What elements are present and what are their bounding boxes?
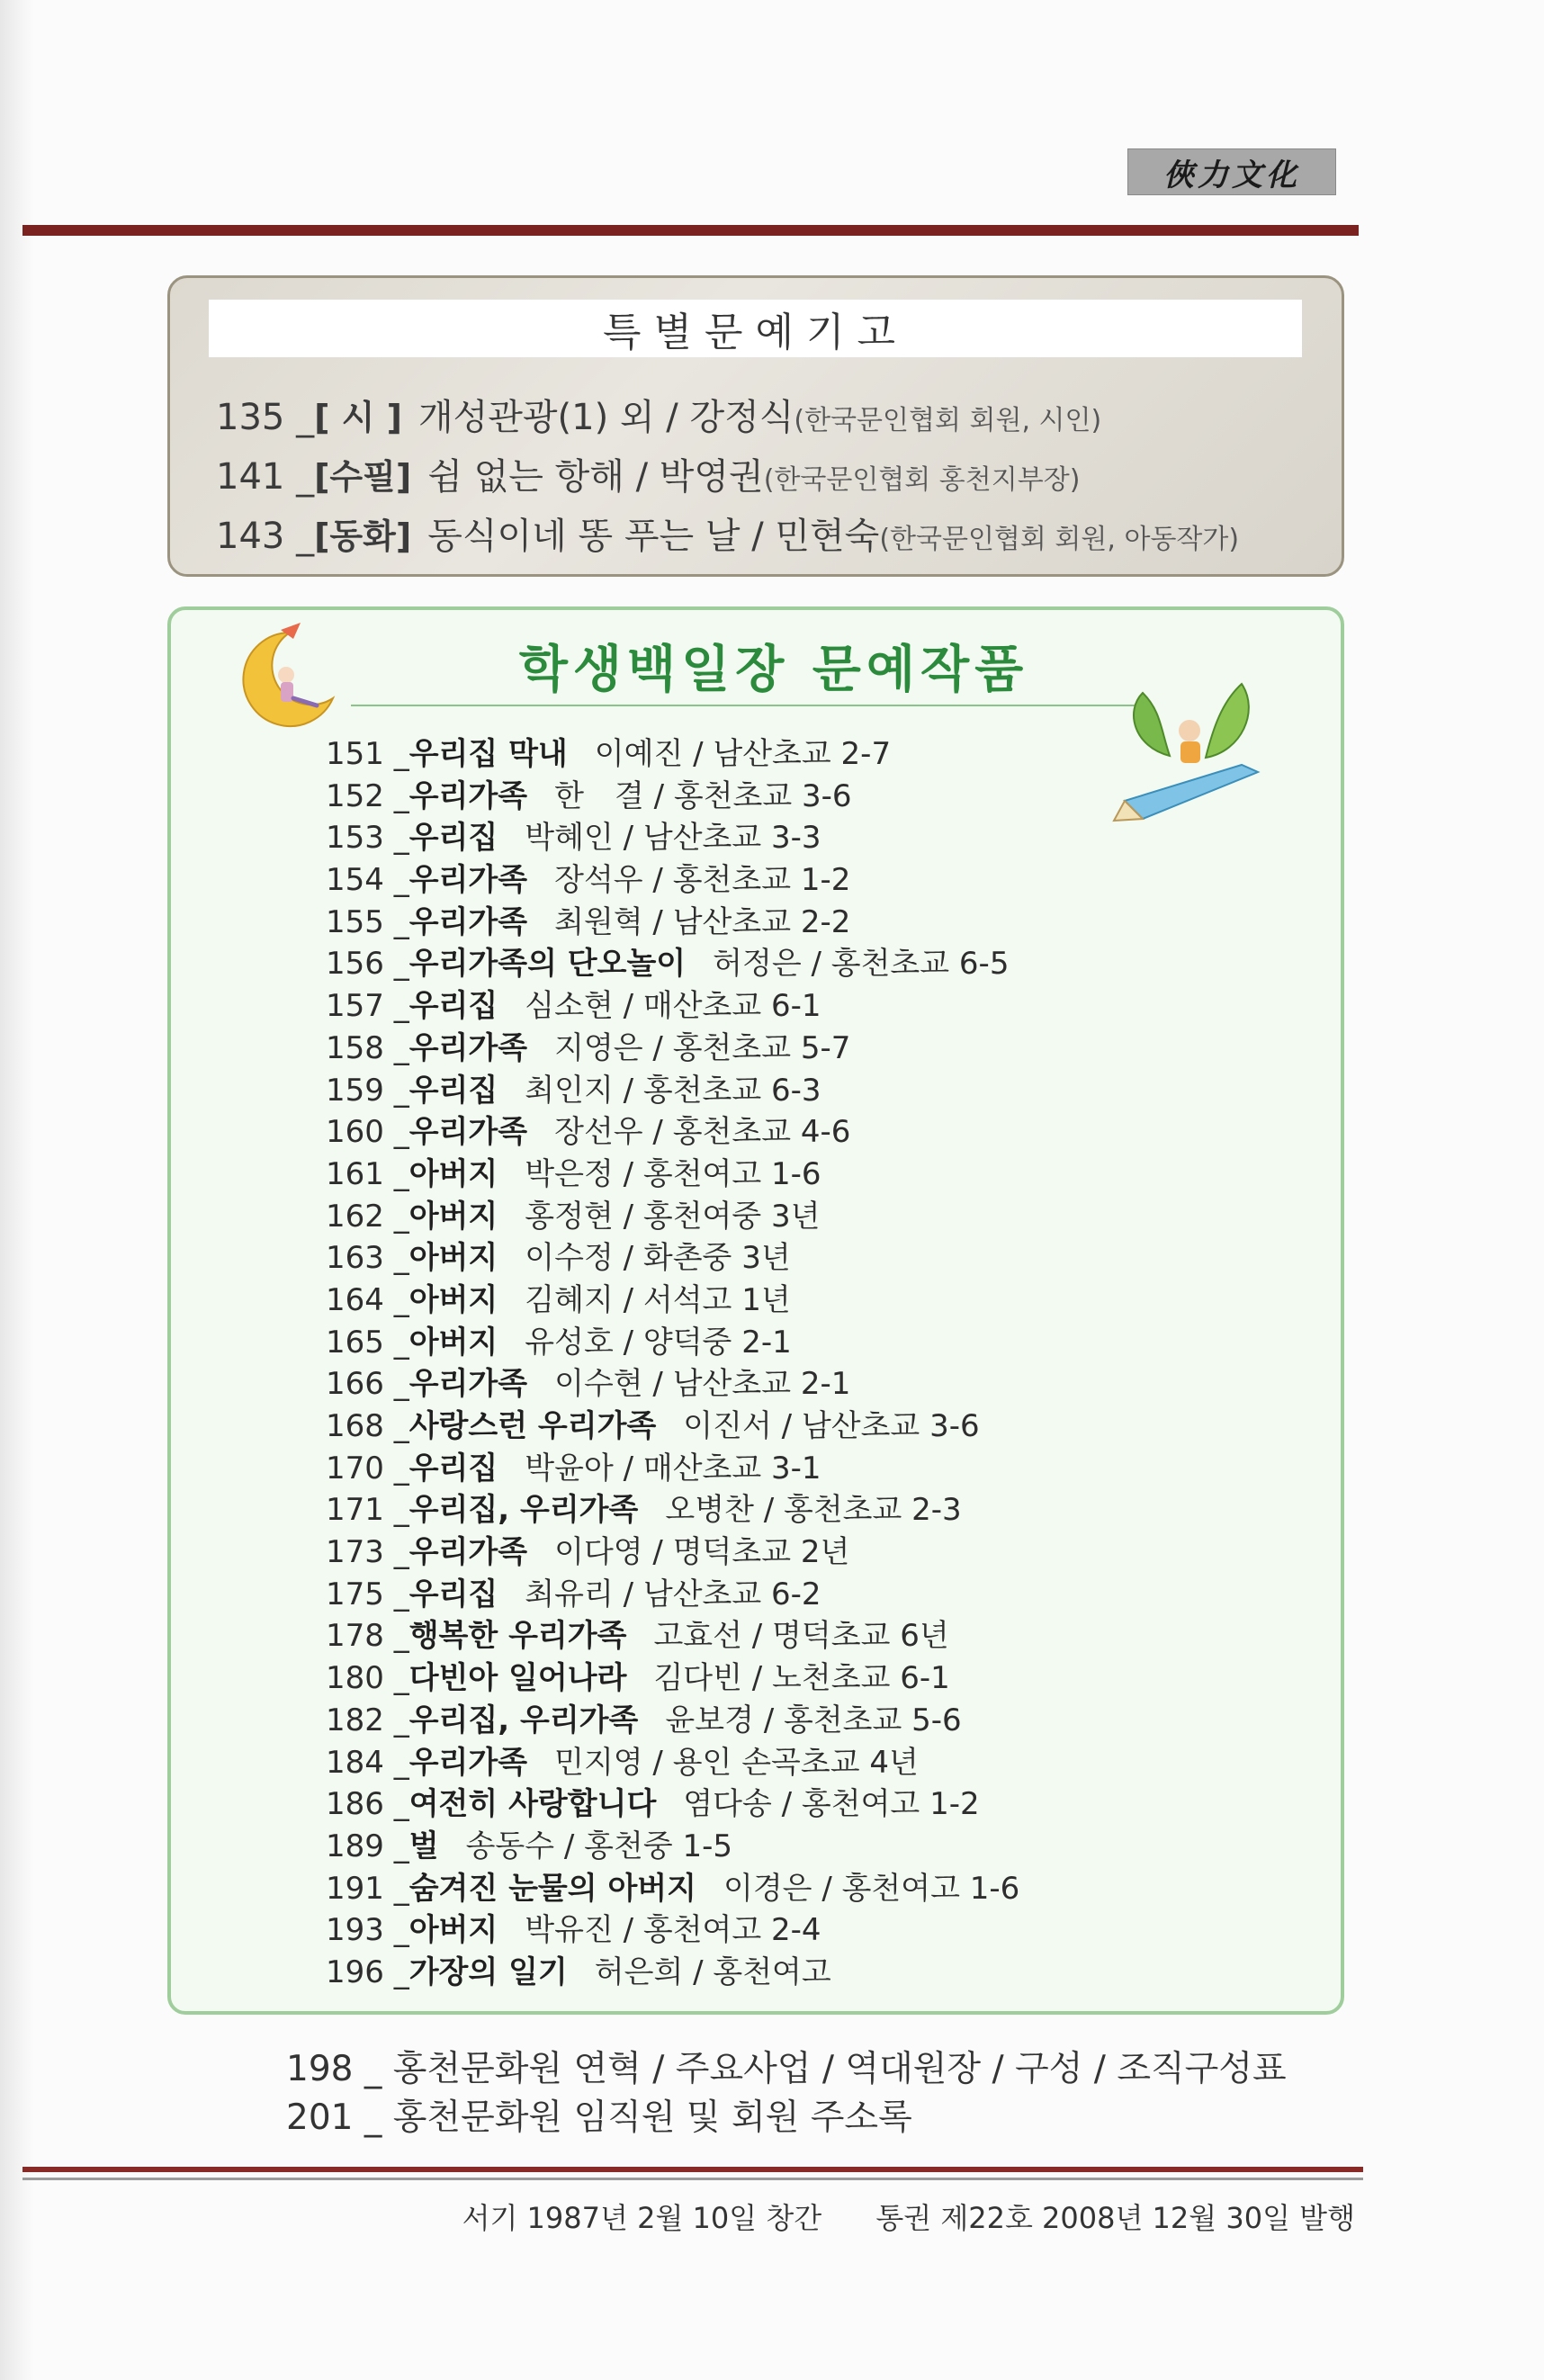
item-page: 161 _ xyxy=(326,1155,409,1192)
item-author: 이진서 / 남산초교 3-6 xyxy=(683,1408,980,1444)
special-item-title: 쉼 없는 항해 / 박영권 xyxy=(427,456,764,498)
item-author: 지영은 / 홍천초교 5-7 xyxy=(554,1029,851,1066)
item-page: 162 _ xyxy=(326,1198,409,1235)
list-item xyxy=(326,1275,1225,1317)
item-title: 아버지 xyxy=(408,1281,498,1318)
top-divider xyxy=(22,225,1359,236)
item-author: 허은희 / 홍천여고 xyxy=(594,1953,831,1990)
item-page: 165 _ xyxy=(326,1324,409,1361)
item-page: 171 _ xyxy=(326,1492,409,1529)
item-title: 우리집 막내 xyxy=(408,736,568,772)
special-item xyxy=(216,507,1239,560)
item-page: 166 _ xyxy=(326,1366,409,1403)
item-author: 한 결 / 홍천초교 3-6 xyxy=(554,777,852,814)
item-author: 이수정 / 화촌중 3년 xyxy=(525,1240,791,1277)
item-page: 156 _ xyxy=(326,946,409,983)
item-page: 155 _ xyxy=(326,903,409,940)
list-item xyxy=(326,1443,1225,1486)
item-page: 189 _ xyxy=(326,1828,409,1864)
founding-date: 서기 1987년 2월 10일 창간 xyxy=(462,2201,822,2235)
item-title: 우리가족의 단오놀이 xyxy=(408,946,687,983)
list-item xyxy=(326,1611,1225,1653)
item-author: 이다영 / 명덕초교 2년 xyxy=(554,1534,850,1571)
item-title: 벌 xyxy=(408,1828,439,1864)
item-title: 우리집 xyxy=(408,1576,498,1612)
student-section-title: 학생백일장 문예작품 xyxy=(518,641,1029,699)
item-page: 180 _ xyxy=(326,1660,409,1697)
page-spine xyxy=(0,0,34,2380)
list-item xyxy=(326,939,1225,981)
post-toc-item: 201 _ 홍천문화원 임직원 및 회원 주소록 xyxy=(286,2097,912,2138)
item-author: 김혜지 / 서석고 1년 xyxy=(525,1281,791,1318)
list-item xyxy=(326,897,1225,939)
item-title: 가장의 일기 xyxy=(408,1953,568,1990)
special-item-genre: [동화] xyxy=(314,516,412,556)
item-page: 196 _ xyxy=(326,1953,409,1990)
special-item-title: 개성관광(1) 외 / 강정식 xyxy=(417,397,794,438)
special-item-page: 135 _ xyxy=(216,397,315,438)
item-page: 158 _ xyxy=(326,1029,409,1066)
item-page: 163 _ xyxy=(326,1240,409,1277)
list-item xyxy=(326,1695,1225,1738)
list-item xyxy=(326,1065,1225,1108)
list-item xyxy=(326,1779,1225,1821)
item-author: 김다빈 / 노천초교 6-1 xyxy=(653,1660,950,1697)
item-title: 행복한 우리가족 xyxy=(408,1618,627,1655)
item-author: 허정은 / 홍천초교 6-5 xyxy=(713,946,1010,983)
item-title: 우리가족 xyxy=(408,862,528,899)
colophon xyxy=(462,2196,1355,2237)
item-page: 160 _ xyxy=(326,1114,409,1151)
item-title: 아버지 xyxy=(408,1240,498,1277)
special-item-genre: [ 시 ] xyxy=(314,398,402,437)
special-item xyxy=(216,389,1101,441)
item-page: 164 _ xyxy=(326,1281,409,1318)
list-item xyxy=(326,813,1225,855)
item-author: 유성호 / 양덕중 2-1 xyxy=(525,1324,792,1361)
list-item xyxy=(326,1821,1225,1864)
list-item xyxy=(326,1738,1225,1780)
item-author: 최인지 / 홍천초교 6-3 xyxy=(525,1072,821,1109)
list-item xyxy=(326,1149,1225,1191)
item-page: 184 _ xyxy=(326,1744,409,1781)
item-page: 168 _ xyxy=(326,1408,409,1444)
item-title: 우리집 xyxy=(408,988,498,1025)
item-page: 182 _ xyxy=(326,1702,409,1738)
item-author: 민지영 / 용인 손곡초교 4년 xyxy=(554,1744,919,1781)
item-author: 고효선 / 명덕초교 6년 xyxy=(653,1618,949,1655)
special-item-page: 143 _ xyxy=(216,516,315,557)
item-author: 송동수 / 홍천중 1-5 xyxy=(465,1828,733,1864)
list-item xyxy=(326,1947,1225,1989)
item-page: 173 _ xyxy=(326,1534,409,1571)
item-page: 151 _ xyxy=(326,736,409,772)
list-item xyxy=(326,1485,1225,1527)
bottom-divider xyxy=(22,2167,1363,2172)
issue-info: 통권 제22호 2008년 12월 30일 발행 xyxy=(875,2201,1355,2235)
logo-text: 俠力文化 xyxy=(1163,157,1300,193)
item-title: 우리집 xyxy=(408,1072,498,1109)
item-title: 우리가족 xyxy=(408,1029,528,1066)
item-page: 175 _ xyxy=(326,1576,409,1612)
item-page: 153 _ xyxy=(326,820,409,857)
list-item xyxy=(326,1317,1225,1360)
item-author: 심소현 / 매산초교 6-1 xyxy=(525,988,821,1025)
special-item-affiliation: (한국문인협회 홍천지부장) xyxy=(763,464,1081,496)
bottom-divider-thin xyxy=(22,2178,1363,2180)
item-title: 우리집 xyxy=(408,1450,498,1486)
item-title: 아버지 xyxy=(408,1912,498,1949)
item-page: 186 _ xyxy=(326,1786,409,1823)
list-item xyxy=(326,1023,1225,1065)
special-section-title: 특별문예기고 xyxy=(209,300,1302,357)
list-item xyxy=(326,1191,1225,1234)
item-title: 사랑스런 우리가족 xyxy=(408,1408,657,1444)
item-title: 아버지 xyxy=(408,1324,498,1361)
list-item xyxy=(326,855,1225,897)
item-title: 다빈아 일어나라 xyxy=(408,1660,627,1697)
item-author: 최유리 / 남산초교 6-2 xyxy=(525,1576,821,1612)
item-author: 박혜인 / 남산초교 3-3 xyxy=(525,820,821,857)
item-author: 염다송 / 홍천여고 1-2 xyxy=(683,1786,980,1823)
item-title: 우리가족 xyxy=(408,1534,528,1571)
list-item xyxy=(326,981,1225,1023)
item-title: 우리가족 xyxy=(408,1744,528,1781)
item-page: 152 _ xyxy=(326,777,409,814)
list-item xyxy=(326,1905,1225,1947)
item-author: 박은정 / 홍천여고 1-6 xyxy=(525,1155,821,1192)
item-page: 178 _ xyxy=(326,1618,409,1655)
item-title: 우리집, 우리가족 xyxy=(408,1492,639,1529)
item-title: 여전히 사랑합니다 xyxy=(408,1786,657,1823)
item-author: 윤보경 / 홍천초교 5-6 xyxy=(665,1702,962,1738)
list-item xyxy=(326,1569,1225,1612)
item-title: 아버지 xyxy=(408,1198,498,1235)
item-title: 우리집, 우리가족 xyxy=(408,1702,639,1738)
item-page: 157 _ xyxy=(326,988,409,1025)
item-author: 최원혁 / 남산초교 2-2 xyxy=(554,903,851,940)
item-page: 170 _ xyxy=(326,1450,409,1486)
list-item xyxy=(326,1401,1225,1443)
item-page: 159 _ xyxy=(326,1072,409,1109)
list-item xyxy=(326,771,1225,813)
moon-illustration-icon xyxy=(227,619,344,736)
masthead-logo xyxy=(1127,148,1336,195)
student-works-list xyxy=(326,729,1225,1989)
student-title-underline xyxy=(351,705,1143,706)
item-title: 아버지 xyxy=(408,1155,498,1192)
item-page: 154 _ xyxy=(326,862,409,899)
item-author: 장선우 / 홍천초교 4-6 xyxy=(554,1114,851,1151)
special-item-page: 141 _ xyxy=(216,456,315,498)
special-item-title: 동식이네 똥 푸는 날 / 민현숙 xyxy=(427,516,880,557)
post-toc-item: 198 _ 홍천문화원 연혁 / 주요사업 / 역대원장 / 구성 / 조직구성표 xyxy=(286,2049,1287,2089)
item-title: 우리가족 xyxy=(408,1114,528,1151)
item-title: 우리가족 xyxy=(408,903,528,940)
item-author: 박윤아 / 매산초교 3-1 xyxy=(525,1450,821,1486)
list-item xyxy=(326,1864,1225,1906)
special-item-affiliation: (한국문인협회 회원, 아동작가) xyxy=(879,524,1240,555)
item-author: 이예진 / 남산초교 2-7 xyxy=(594,736,892,772)
list-item xyxy=(326,1527,1225,1569)
item-author: 오병찬 / 홍천초교 2-3 xyxy=(665,1492,962,1529)
list-item xyxy=(326,1233,1225,1275)
item-page: 191 _ xyxy=(326,1870,409,1907)
item-title: 우리집 xyxy=(408,820,498,857)
list-item xyxy=(326,1107,1225,1149)
item-title: 우리가족 xyxy=(408,777,528,814)
item-author: 홍정현 / 홍천여중 3년 xyxy=(525,1198,821,1235)
item-author: 박유진 / 홍천여고 2-4 xyxy=(525,1912,821,1949)
list-item xyxy=(326,1359,1225,1401)
item-page: 193 _ xyxy=(326,1912,409,1949)
special-item xyxy=(216,448,1080,500)
item-title: 우리가족 xyxy=(408,1366,528,1403)
special-item-affiliation: (한국문인협회 회원, 시인) xyxy=(794,405,1102,436)
item-title: 숨겨진 눈물의 아버지 xyxy=(408,1870,696,1907)
item-author: 이수현 / 남산초교 2-1 xyxy=(554,1366,851,1403)
list-item xyxy=(326,729,1225,771)
list-item xyxy=(326,1653,1225,1695)
special-item-genre: [수필] xyxy=(314,457,412,497)
item-author: 장석우 / 홍천초교 1-2 xyxy=(554,862,851,899)
item-author: 이경은 / 홍천여고 1-6 xyxy=(723,1870,1020,1907)
